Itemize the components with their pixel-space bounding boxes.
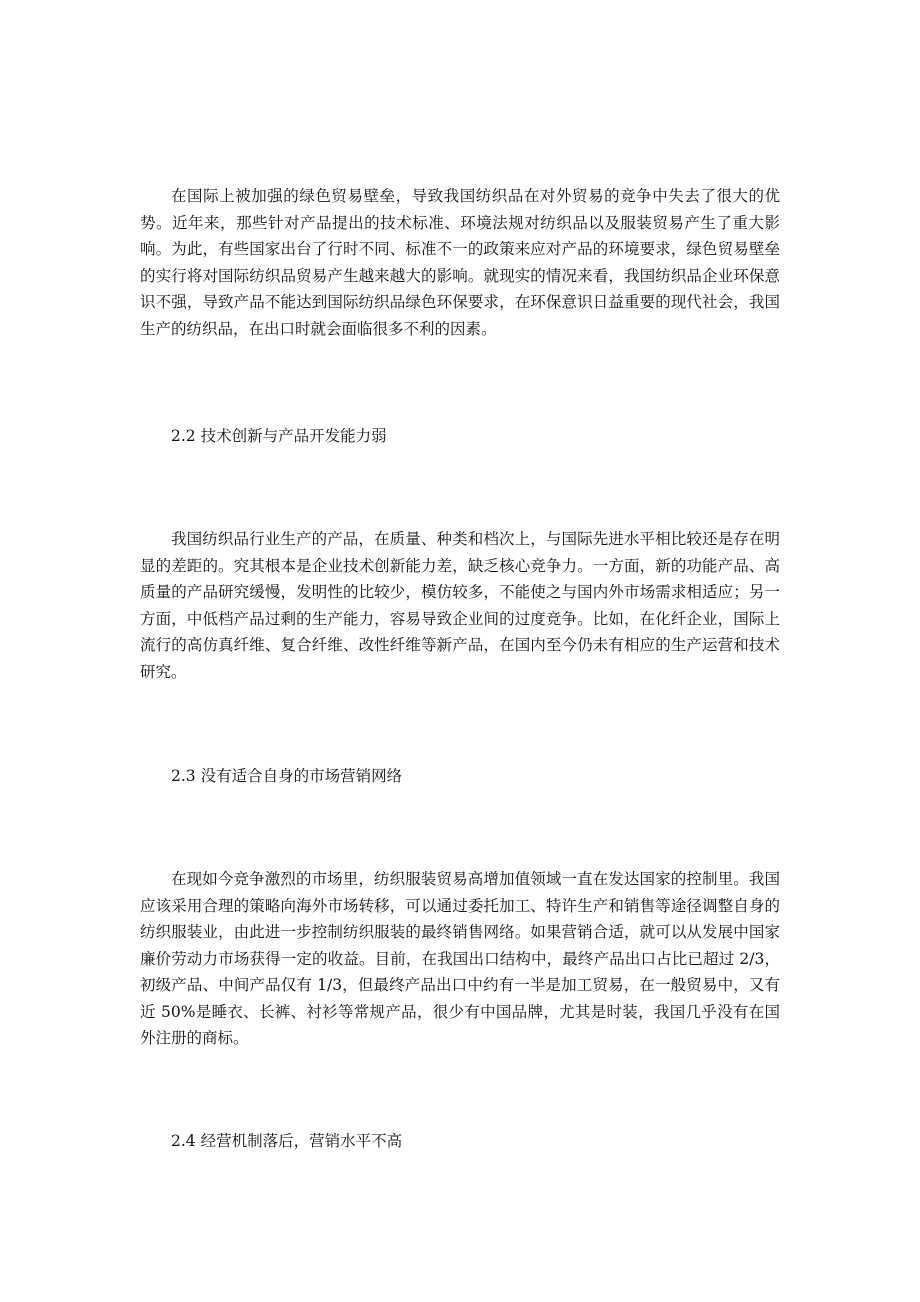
- paragraph-technical-innovation: 我国纺织品行业生产的产品，在质量、种类和档次上，与国际先进水平相比较还是存在明显的差距的。究其根本是企业技术创新能力差，缺乏核心竞争力。一方面，新的功能产品、高质量的产品研究缓慢，发明性的比较少，模仿较多，不能使之与国内外市场需求相适应；另一方面，中低档产品过剩的生产能力，容易导致企业间的过度竞争。比如，在化纤企业，国际上流行的高仿真纤维、复合纤维、改性纤维等新产品，在国内至今仍未有相应的生产运营和技术研究。: [140, 530, 780, 681]
- paragraph-marketing-network: 在现如今竞争激烈的市场里，纺织服装贸易高增加值领域一直在发达国家的控制里。我国应该采用合理的策略向海外市场转移，可以通过委托加工、特许生产和销售等途径调整自身的纺织服装业，由此进一步控制纺织服装的最终销售网络。如果营销合适，就可以从发展中国家廉价劳动力市场获得一定的收益。目前，在我国出口结构中，最终产品出口占比已超过 2/3，初级产品、中间产品仅有 1/3，但最终产品出口中约有一半是加工贸易，在一般贸易中，又有近 50%是睡衣、长裤、衬衫等常规产品，很少有中国品牌，尤其是时装，我国几乎没有在国外注册的商标。: [140, 870, 780, 1047]
- section-heading-2-2: 2.2 技术创新与产品开发能力弱: [171, 427, 387, 445]
- section-heading-2-3: 2.3 没有适合自身的市场营销网络: [171, 767, 403, 785]
- paragraph-green-trade-barriers: 在国际上被加强的绿色贸易壁垒，导致我国纺织品在对外贸易的竞争中失去了很大的优势。近年来，那些针对产品提出的技术标准、环境法规对纺织品以及服装贸易产生了重大影响。为此，有些国家出台了行时不同、标准不一的政策来应对产品的环境要求，绿色贸易壁垒的实行将对国际纺织品贸易产生越来越大的影响。就现实的情况来看，我国纺织品企业环保意识不强，导致产品不能达到国际纺织品绿色环保要求，在环保意识日益重要的现代社会，我国生产的纺织品，在出口时就会面临很多不利的因素。: [140, 187, 780, 338]
- section-heading-2-4: 2.4 经营机制落后，营销水平不高: [171, 1132, 403, 1150]
